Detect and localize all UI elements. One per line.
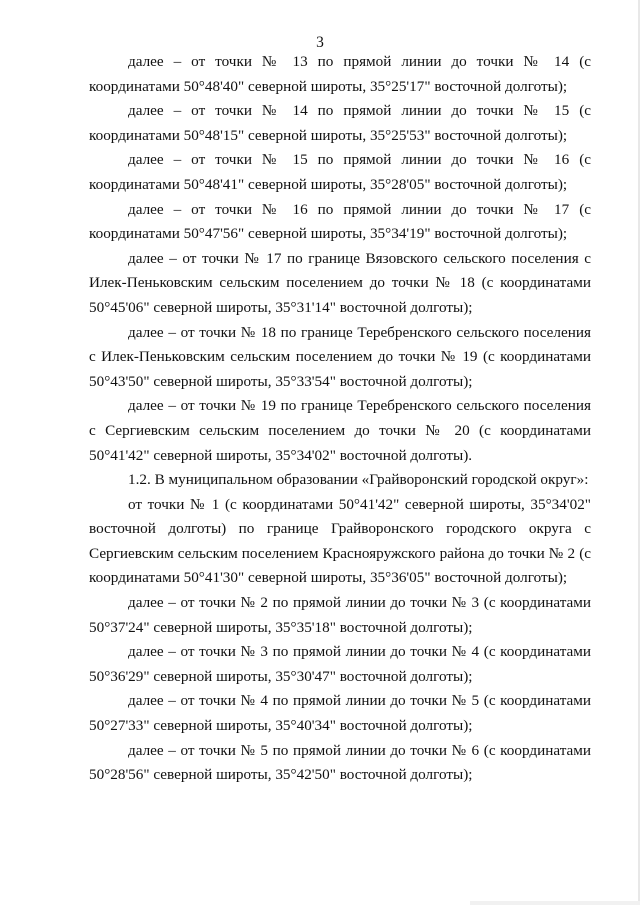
paragraph-point-18-to-19: далее – от точки № 18 по границе Теребренского сельского поселения с Илек-Пеньковским сельским поселением до точки № 19 (с координатами 50°43'50" северной широты, 35°33'54" восточной долготы); [89, 323, 591, 390]
paragraph-point-5-to-6: далее – от точки № 5 по прямой линии до точки № 6 (с координатами 50°28'56" северной широты, 35°42'50" восточной долготы); [89, 741, 591, 784]
scan-bottom-shadow [470, 901, 640, 905]
paragraph-point-3-to-4: далее – от точки № 3 по прямой линии до точки № 4 (с координатами 50°36'29" северной широты, 35°30'47" восточной долготы); [89, 643, 591, 685]
paragraph-point-4-to-5: далее – от точки № 4 по прямой линии до точки № 5 (с координатами 50°27'33" северной широты, 35°40'34" восточной долготы); [89, 692, 591, 735]
paragraph-point-13-to-14: далее – от точки № 13 по прямой линии до точки № 14 (с координатами 50°48'40" северной широты, 35°25'17" восточной долготы); [89, 53, 591, 95]
section-heading-1-2: 1.2. В муниципальном образовании «Грайворонский городской округ»: [128, 471, 589, 489]
paragraph-point-19-to-20: далее – от точки № 19 по границе Теребренского сельского поселения с Сергиевским сельским поселением до точки № 20 (с координатами 50°41'42" северной широты, 35°34'02" восточной долготы). [89, 397, 591, 464]
paragraph-point-16-to-17: далее – от точки № 16 по прямой линии до точки № 17 (с координатами 50°47'56" северной широты, 35°34'19" восточной долготы); [89, 200, 591, 243]
paragraph-point-1-to-2: от точки № 1 (с координатами 50°41'42" северной широты, 35°34'02" восточной долготы) по границе Грайворонского городского округа с Сергиевским сельским поселением Краснояружского района до точки № 2 (с координатами 50°41'30" северной широты, 35°36'05" восточной долготы); [89, 495, 591, 587]
paragraph-point-2-to-3: далее – от точки № 2 по прямой линии до точки № 3 (с координатами 50°37'24" северной широты, 35°35'18" восточной долготы); [89, 594, 591, 636]
paragraph-point-17-to-18: далее – от точки № 17 по границе Вязовского сельского поселения с Илек-Пеньковским сельским поселением до точки № 18 (с координатами 50°45'06" северной широты, 35°31'14" восточной долготы); [89, 249, 591, 316]
paragraph-point-15-to-16: далее – от точки № 15 по прямой линии до точки № 16 (с координатами 50°48'41" северной широты, 35°28'05" восточной долготы); [89, 151, 591, 193]
document-body [89, 50, 591, 788]
paragraph-point-14-to-15: далее – от точки № 14 по прямой линии до точки № 15 (с координатами 50°48'15" северной широты, 35°25'53" восточной долготы); [89, 102, 591, 144]
page-number: 3 [316, 34, 324, 51]
